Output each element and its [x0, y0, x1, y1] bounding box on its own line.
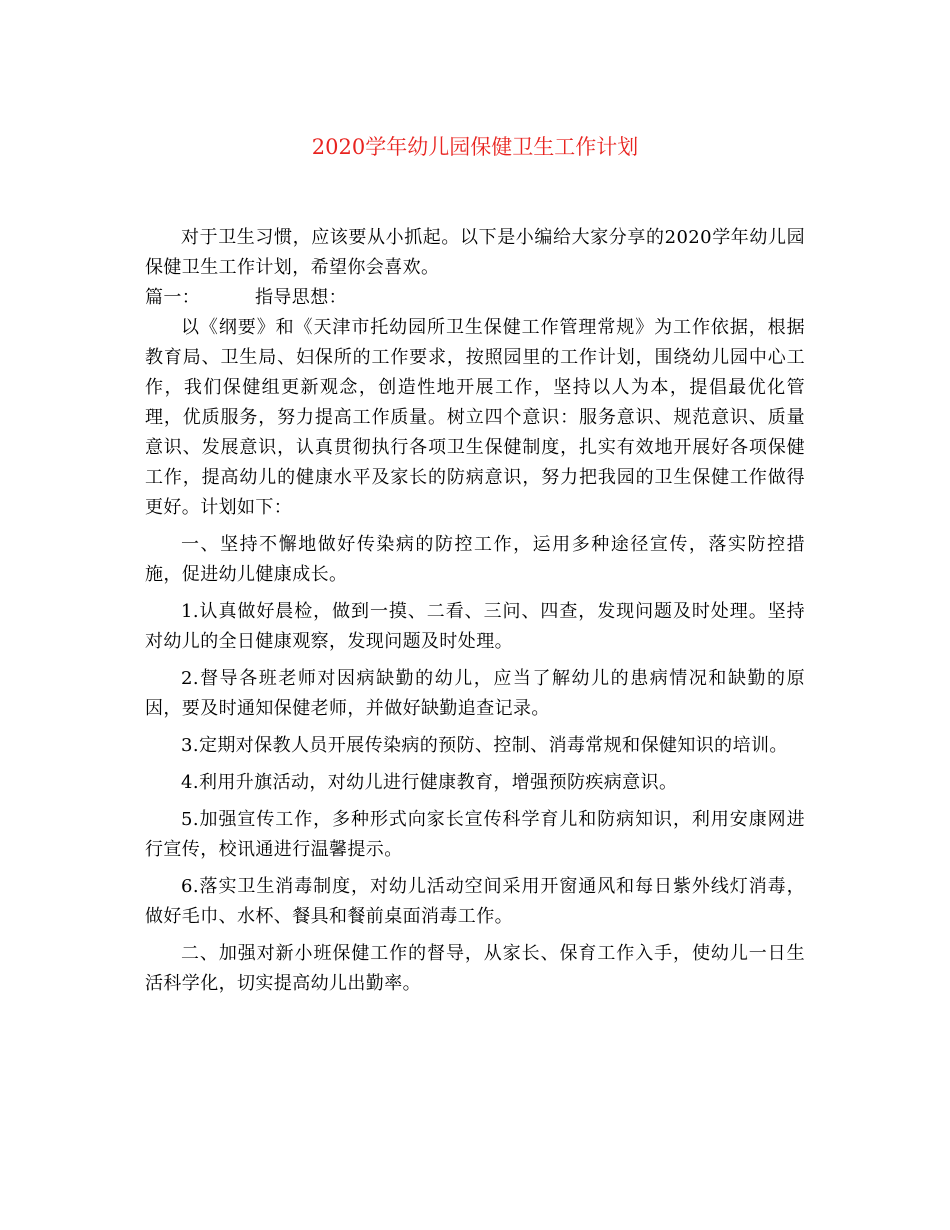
section-heading-1: 一、坚持不懈地做好传染病的防控工作，运用多种途径宣传，落实防控措施，促进幼儿健康成长。 [145, 534, 805, 585]
chapter-label: 篇一： [145, 287, 201, 308]
list-item-6: 6.落实卫生消毒制度，对幼儿活动空间采用开窗通风和每日紫外线灯消毒，做好毛巾、水杯、餐具和餐前桌面消毒工作。 [145, 876, 805, 927]
document-title: 2020学年幼儿园保健卫生工作计划 [311, 135, 639, 159]
list-item-5: 5.加强宣传工作，多种形式向家长宣传科学育儿和防病知识，利用安康网进行宣传，校讯通进行温馨提示。 [145, 809, 805, 860]
chapter-heading-line [145, 283, 805, 313]
intro-paragraph: 对于卫生习惯，应该要从小抓起。以下是小编给大家分享的2020学年幼儿园保健卫生工作计划，希望你会喜欢。 [145, 227, 805, 278]
section-heading-2: 二、加强对新小班保健工作的督导，从家长、保育工作入手，使幼儿一日生活科学化，切实提高幼儿出勤率。 [145, 943, 805, 994]
list-item-3: 3.定期对保教人员开展传染病的预防、控制、消毒常规和保健知识的培训。 [181, 735, 788, 756]
document-body [145, 223, 805, 999]
list-item-1: 1.认真做好晨检，做到一摸、二看、三问、四查，发现问题及时处理。坚持对幼儿的全日健康观察，发现问题及时处理。 [145, 601, 805, 652]
list-item-2: 2.督导各班老师对因病缺勤的幼儿，应当了解幼儿的患病情况和缺勤的原因，要及时通知保健老师，并做好缺勤追查记录。 [145, 668, 805, 719]
chapter-heading: 指导思想： [255, 287, 347, 308]
list-item-4: 4.利用升旗活动，对幼儿进行健康教育，增强预防疾病意识。 [181, 772, 678, 793]
guiding-paragraph: 以《纲要》和《天津市托幼园所卫生保健工作管理常规》为工作依据，根据教育局、卫生局、妇保所的工作要求，按照园里的工作计划，围绕幼儿园中心工作，我们保健组更新观念，创造性地开展工作，坚持以人为本，提倡最优化管理，优质服务，努力提高工作质量。树立四个意识：服务意识、规范意识、质量意识、发展意识，认真贯彻执行各项卫生保健制度，扎实有效地开展好各项保健工作，提高幼儿的健康水平及家长的防病意识，努力把我园的卫生保健工作做得更好。计划如下： [145, 317, 805, 518]
